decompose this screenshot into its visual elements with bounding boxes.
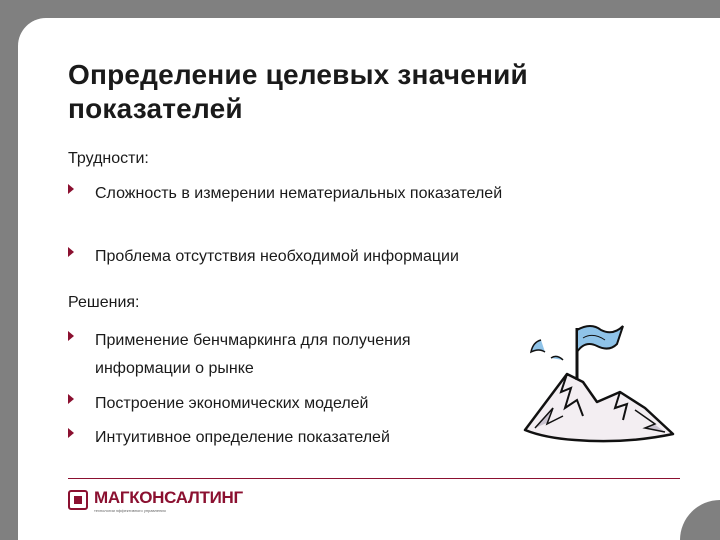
card-corner	[680, 500, 720, 540]
bullet-arrow-icon	[68, 184, 74, 194]
logo-brand	[94, 488, 243, 508]
bullet-arrow-icon	[68, 428, 74, 438]
slide-title: Определение целевых значений показателей	[68, 59, 528, 124]
list-item-text: Сложность в измерении нематериальных показателей	[95, 185, 503, 202]
solutions-label: Решения:	[68, 294, 140, 311]
bullet-arrow-icon	[68, 394, 74, 404]
logo-tagline: технологии эффективного управления	[94, 508, 166, 513]
bullet-arrow-icon	[68, 331, 74, 341]
footer-divider	[68, 478, 680, 479]
bullet-arrow-icon	[68, 247, 74, 257]
company-logo	[68, 488, 243, 516]
logo-mark-icon	[68, 490, 88, 510]
difficulties-label: Трудности:	[68, 150, 149, 167]
logo-brand-part2: КОНСАЛТИНГ	[129, 488, 243, 507]
list-item-text: Построение экономических моделей	[95, 395, 369, 412]
list-item-text: Проблема отсутствия необходимой информации	[95, 248, 459, 265]
list-item-text: Интуитивное определение показателей	[95, 429, 390, 446]
logo-brand-part1: МАГ	[94, 488, 130, 507]
list-item-text: Применение бенчмаркинга для получения информации о рынке	[95, 332, 411, 377]
mountain-flag-icon	[505, 312, 683, 452]
